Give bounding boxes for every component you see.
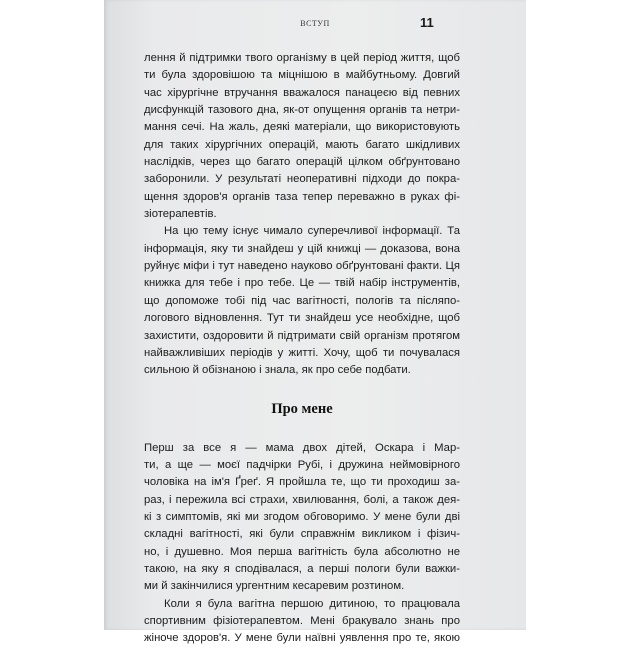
paragraph (144, 596, 460, 648)
text-line: такою, на яку я сподівалася, а перші пологи були важки- (144, 562, 460, 575)
text-line: руйнує міфи і тут наведено науково обґрунтовані факти. Ця (144, 260, 460, 273)
text-line: чоловіка на ім'я Ґреґ. Я пройшла те, що ти проходиш за- (144, 476, 460, 489)
text-line: для таких хірургічних операцій, мають багато шкідливих (144, 138, 460, 151)
section-heading: Про мене (271, 400, 333, 417)
text-line: ти, а ще — моєї падчірки Рубі, і дружина неймовірного (144, 458, 460, 471)
page-body (144, 50, 460, 648)
text-line: логового відновлення. Тут ти знайдеш усе необхідне, щоб (144, 312, 460, 325)
page-number: 11 (420, 15, 434, 30)
text-line: час хірургічне втручання вважалося панацеєю від певних (144, 86, 460, 99)
text-line: Коли я була вагітна першою дитиною, то працювала (164, 597, 460, 610)
text-line: захистити, оздоровити й підтримати свій організм протягом (144, 329, 460, 342)
paragraph (144, 223, 460, 379)
text-line: раз, і пережила всі страхи, хвилювання, болі, а також дея- (144, 493, 460, 506)
text-line: книжка для тебе і про тебе. Це — твій набір інструментів, (144, 277, 460, 290)
text-line: наслідків, через що багато операцій цілком обґрунтовано (144, 156, 460, 169)
text-line: На цю тему існує чимало суперечливої інформації. Та (164, 225, 460, 238)
text-line: сильною й обізнаною і знала, як про себе подбати. (144, 364, 411, 377)
book-page (104, 0, 526, 645)
text-line: що допоможе тобі під час вагітності, пологів та післяпо- (144, 294, 460, 307)
paragraph (144, 50, 460, 223)
text-line: ти була здоровішою та міцнішою в майбутньому. Довгий (144, 69, 460, 82)
text-line: жіноче здоров'я. У мене були наївні уявлення про те, якою (144, 632, 460, 645)
text-line: лення й підтримки твого організму в цей період життя, щоб (144, 52, 460, 64)
text-line: ми й закінчилися ургентним кесаревим розтином. (144, 580, 405, 593)
text-line: складні вагітності, які були справжнім викликом і фізич- (144, 528, 460, 541)
text-line: Перш за все я — мама двох дітей, Оскара і Мар- (144, 441, 460, 454)
paragraph (144, 440, 460, 596)
text-line: заборонили. У результаті неоперативні підходи до покра- (144, 173, 460, 186)
running-head: ВСТУП (300, 19, 330, 28)
text-line: но, і душевно. Моя перша вагітність була абсолютно не (144, 545, 460, 558)
text-line: кі з симптомів, які ми згодом обговоримо. У мене були дві (144, 510, 460, 523)
text-line: мання сечі. На жаль, деякі матеріали, що використовують (144, 121, 460, 134)
text-line: щення здоров'я органів таза тепер переважно в руках фі- (144, 190, 460, 203)
about-paragraphs (144, 440, 460, 648)
intro-paragraphs (144, 50, 460, 380)
text-line: дисфункцій тазового дна, як-от опущення органів та нетри- (144, 104, 460, 117)
text-line: найважливіших періодів у житті. Хочу, щоб ти почувалася (144, 346, 460, 359)
text-line: інформація, яку ти знайдеш у цій книжці — доказова, вона (144, 242, 460, 255)
text-line: спортивним фізіотерапевтом. Мені бракувало знань про (144, 614, 460, 627)
text-line: зіотерапевтів. (144, 208, 217, 221)
